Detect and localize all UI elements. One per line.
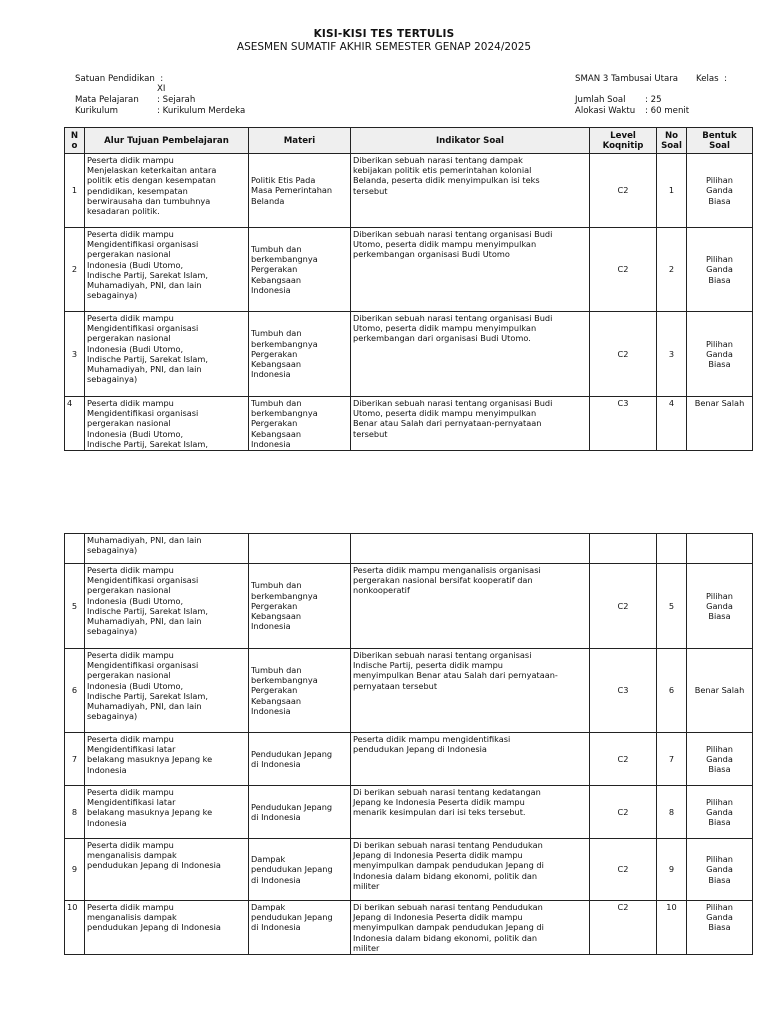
cell-nosoal: 1	[657, 154, 687, 228]
cell-materi: Politik Etis Pada Masa Pemerintahan Belanda	[249, 154, 351, 228]
cell-nosoal: 2	[657, 228, 687, 312]
cell-no: 2	[65, 228, 85, 312]
cell-atp: Peserta didik mampu Mengidentifikasi organisasi pergerakan nasional Indonesia (Budi Utomo, Indische Partij, Sarekat Islam, Muhamadiyah, PNI, dan lain sebagainya)	[85, 228, 249, 312]
cell-bentuk: Pilihan Ganda Biasa	[687, 839, 753, 901]
alokasi-label: Alokasi Waktu	[575, 106, 636, 116]
cell-no: 7	[65, 733, 85, 786]
cell-atp: Peserta didik mampu menganalisis dampak pendudukan Jepang di Indonesia	[85, 839, 249, 901]
kurikulum-value: : Kurikulum Merdeka	[157, 106, 246, 116]
jumlah-label: Jumlah Soal	[575, 95, 626, 105]
table-row	[65, 312, 753, 397]
table-row	[65, 901, 753, 955]
cell-materi: Dampak pendudukan Jepang di Indonesia	[249, 839, 351, 901]
kelas-value: XI	[157, 84, 166, 94]
table-body	[65, 154, 753, 451]
cell-bentuk: Pilihan Ganda Biasa	[687, 786, 753, 839]
cell-level: C2	[590, 312, 657, 397]
kisi-kisi-table-continued	[64, 533, 753, 955]
cell-no: 8	[65, 786, 85, 839]
mapel-label: Mata Pelajaran	[75, 95, 139, 105]
kurikulum-label: Kurikulum	[75, 106, 118, 116]
cell-level: C2	[590, 564, 657, 649]
alokasi-value: : 60 menit	[645, 106, 690, 116]
cell-atp: Peserta didik mampu Mengidentifikasi latar belakang masuknya Jepang ke Indonesia	[85, 733, 249, 786]
table-row-continuation	[65, 534, 753, 564]
cell-bentuk: Pilihan Ganda Biasa	[687, 564, 753, 649]
cell-bentuk: Pilihan Ganda Biasa	[687, 312, 753, 397]
cell-bentuk: Benar Salah	[687, 397, 753, 451]
cell-materi: Tumbuh dan berkembangnya Pergerakan Kebangsaan Indonesia	[249, 564, 351, 649]
cell-bentuk	[687, 534, 753, 564]
cell-nosoal: 5	[657, 564, 687, 649]
cell-materi: Tumbuh dan berkembangnya Pergerakan Kebangsaan Indonesia	[249, 649, 351, 733]
cell-nosoal	[657, 534, 687, 564]
cell-nosoal: 4	[657, 397, 687, 451]
cell-atp: Peserta didik mampu Mengidentifikasi latar belakang masuknya Jepang ke Indonesia	[85, 786, 249, 839]
cell-nosoal: 3	[657, 312, 687, 397]
cell-indikator: Peserta didik mampu mengidentifikasi pendudukan Jepang di Indonesia	[351, 733, 590, 786]
satuan-value: SMAN 3 Tambusai Utara	[575, 74, 679, 84]
cell-indikator	[351, 534, 590, 564]
cell-indikator: Di berikan sebuah narasi tentang Pendudukan Jepang di Indonesia Peserta didik mampu menyimpulkan dampak pendudukan Jepang di Indonesia dalam bidang ekonomi, politik dan militer	[351, 901, 590, 955]
cell-no: 9	[65, 839, 85, 901]
cell-level: C3	[590, 397, 657, 451]
jumlah-value: : 25	[645, 95, 662, 105]
cell-nosoal: 8	[657, 786, 687, 839]
table-row	[65, 564, 753, 649]
table-row	[65, 649, 753, 733]
cell-level: C2	[590, 839, 657, 901]
cell-bentuk: Benar Salah	[687, 649, 753, 733]
cell-atp: Peserta didik mampu Menjelaskan keterkaitan antara politik etis dengan kesempatan pendidikan, kesempatan berwirausaha dan tumbuhnya kesadaran politik.	[85, 154, 249, 228]
document-subtitle: ASESMEN SUMATIF AKHIR SEMESTER GENAP 2024/2025	[236, 41, 532, 53]
cell-materi: Tumbuh dan berkembangnya Pergerakan Kebangsaan Indonesia	[249, 312, 351, 397]
cell-bentuk: Pilihan Ganda Biasa	[687, 733, 753, 786]
cell-level: C2	[590, 154, 657, 228]
cell-level: C2	[590, 228, 657, 312]
cell-no	[65, 534, 85, 564]
cell-atp: Peserta didik mampu menganalisis dampak pendudukan Jepang di Indonesia	[85, 901, 249, 955]
cell-nosoal: 10	[657, 901, 687, 955]
cell-nosoal: 9	[657, 839, 687, 901]
header-bentuk: Bentuk Soal	[687, 128, 753, 154]
cell-bentuk: Pilihan Ganda Biasa	[687, 901, 753, 955]
cell-atp: Muhamadiyah, PNI, dan lain sebagainya)	[85, 534, 249, 564]
cell-no: 10	[65, 901, 85, 955]
cell-indikator: Diberikan sebuah narasi tentang organisasi Budi Utomo, peserta didik mampu menyimpulkan perkembangan organisasi Budi Utomo	[351, 228, 590, 312]
cell-materi: Pendudukan Jepang di Indonesia	[249, 733, 351, 786]
cell-nosoal: 7	[657, 733, 687, 786]
header-level: Level Koqnitip	[590, 128, 657, 154]
cell-materi: Dampak pendudukan Jepang di Indonesia	[249, 901, 351, 955]
table-row	[65, 839, 753, 901]
table-body-continued	[65, 534, 753, 955]
kelas-label: Kelas :	[696, 74, 727, 84]
table-row	[65, 397, 753, 451]
table-row	[65, 786, 753, 839]
cell-level: C2	[590, 786, 657, 839]
cell-atp: Peserta didik mampu Mengidentifikasi organisasi pergerakan nasional Indonesia (Budi Utomo, Indische Partij, Sarekat Islam, Muhamadiyah, PNI, dan lain sebagainya)	[85, 312, 249, 397]
cell-indikator: Di berikan sebuah narasi tentang kedatangan Jepang ke Indonesia Peserta didik mampu menarik kesimpulan dari isi teks tersebut.	[351, 786, 590, 839]
cell-atp: Peserta didik mampu Mengidentifikasi organisasi pergerakan nasional Indonesia (Budi Utomo, Indische Partij, Sarekat Islam, Muhamadiyah, PNI, dan lain sebagainya)	[85, 564, 249, 649]
cell-atp: Peserta didik mampu Mengidentifikasi organisasi pergerakan nasional Indonesia (Budi Utomo, Indische Partij, Sarekat Islam, Muhamadiyah, PNI, dan lain sebagainya)	[85, 649, 249, 733]
cell-nosoal: 6	[657, 649, 687, 733]
cell-no: 5	[65, 564, 85, 649]
cell-indikator: Peserta didik mampu menganalisis organisasi pergerakan nasional bersifat kooperatif dan nonkooperatif	[351, 564, 590, 649]
cell-materi: Tumbuh dan berkembangnya Pergerakan Kebangsaan Indonesia	[249, 397, 351, 451]
table-row	[65, 733, 753, 786]
header-materi: Materi	[249, 128, 351, 154]
cell-level: C2	[590, 901, 657, 955]
table-row	[65, 228, 753, 312]
cell-level: C3	[590, 649, 657, 733]
cell-materi: Pendudukan Jepang di Indonesia	[249, 786, 351, 839]
header-indikator: Indikator Soal	[351, 128, 590, 154]
header-no: N o	[65, 128, 85, 154]
cell-level: C2	[590, 733, 657, 786]
cell-indikator: Di berikan sebuah narasi tentang Pendudukan Jepang di Indonesia Peserta didik mampu menyimpulkan dampak pendudukan Jepang di Indonesia dalam bidang ekonomi, politik dan militer	[351, 839, 590, 901]
mapel-value: : Sejarah	[157, 95, 196, 105]
header-atp: Alur Tujuan Pembelajaran	[85, 128, 249, 154]
header-row	[65, 128, 753, 154]
cell-materi	[249, 534, 351, 564]
cell-no: 4	[65, 397, 85, 451]
cell-no: 6	[65, 649, 85, 733]
cell-atp: Peserta didik mampu Mengidentifikasi organisasi pergerakan nasional Indonesia (Budi Utomo, Indische Partij, Sarekat Islam,	[85, 397, 249, 451]
cell-indikator: Diberikan sebuah narasi tentang organisasi Budi Utomo, peserta didik mampu menyimpulkan perkembangan dari organisasi Budi Utomo.	[351, 312, 590, 397]
cell-materi: Tumbuh dan berkembangnya Pergerakan Kebangsaan Indonesia	[249, 228, 351, 312]
cell-indikator: Diberikan sebuah narasi tentang organisasi Budi Utomo, peserta didik mampu menyimpulkan Benar atau Salah dari pernyataan-pernyataan tersebut	[351, 397, 590, 451]
cell-no: 3	[65, 312, 85, 397]
document-title: KISI-KISI TES TERTULIS	[313, 28, 455, 40]
cell-bentuk: Pilihan Ganda Biasa	[687, 228, 753, 312]
cell-level	[590, 534, 657, 564]
header-nosoal: No Soal	[657, 128, 687, 154]
cell-indikator: Diberikan sebuah narasi tentang organisasi Indische Partij, peserta didik mampu menyimpulkan Benar atau Salah dari pernyataan- pernyataan tersebut	[351, 649, 590, 733]
cell-bentuk: Pilihan Ganda Biasa	[687, 154, 753, 228]
cell-indikator: Diberikan sebuah narasi tentang dampak kebijakan politik etis pemerintahan kolonial Belanda, peserta didik menyimpulkan isi teks tersebut	[351, 154, 590, 228]
satuan-label: Satuan Pendidikan :	[75, 74, 164, 84]
kisi-kisi-table	[64, 127, 753, 451]
table-row	[65, 154, 753, 228]
cell-no: 1	[65, 154, 85, 228]
